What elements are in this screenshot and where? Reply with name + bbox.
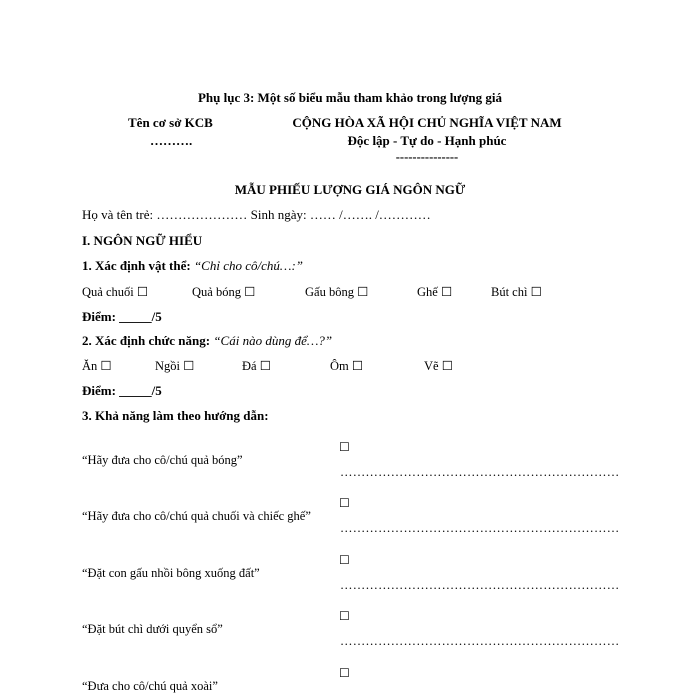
- question-1: [82, 258, 303, 274]
- q1-option[interactable]: Ghế ☐: [417, 285, 453, 299]
- q1-option[interactable]: Quả chuối ☐: [82, 285, 149, 299]
- instruction-item: “Đưa cho cô/chú quả xoài”: [82, 679, 218, 693]
- facility-label: Tên cơ sở KCB: [128, 115, 213, 130]
- instruction-checkbox[interactable]: ☐: [339, 496, 350, 510]
- q2-option[interactable]: Ôm ☐: [330, 359, 364, 373]
- instruction-checkbox[interactable]: ☐: [339, 440, 350, 454]
- question-2: [82, 333, 332, 349]
- question-prompt: “Chỉ cho cô/chú…:”: [193, 258, 304, 273]
- q2-option[interactable]: Vẽ ☐: [424, 359, 453, 373]
- form-title: MẪU PHIẾU LƯỢNG GIÁ NGÔN NGỮ: [234, 182, 466, 197]
- q2-option[interactable]: Ngồi ☐: [155, 359, 195, 373]
- question-3-label: 3. Khả năng làm theo hướng dẫn:: [82, 408, 269, 423]
- question-label: 1. Xác định vật thể:: [82, 258, 194, 273]
- instruction-item: “Đặt con gấu nhồi bông xuống đất”: [82, 566, 260, 580]
- score-line: Điểm: _____/5: [82, 383, 162, 398]
- national-motto: Độc lập - Tự do - Hạnh phúc: [347, 133, 507, 148]
- q2-option[interactable]: Đá ☐: [242, 359, 271, 373]
- q1-option[interactable]: Bút chì ☐: [491, 285, 542, 299]
- question-label: 2. Xác định chức năng:: [82, 333, 214, 348]
- answer-dots[interactable]: …………………………………………………………: [340, 578, 620, 592]
- instruction-checkbox[interactable]: ☐: [339, 666, 350, 680]
- country-name: CỘNG HÒA XÃ HỘI CHỦ NGHĨA VIỆT NAM: [292, 115, 562, 130]
- question-prompt: “Cái nào dùng để…?”: [213, 333, 333, 348]
- q2-option[interactable]: Ăn ☐: [82, 359, 112, 373]
- answer-dots[interactable]: …………………………………………………………: [340, 521, 620, 535]
- instruction-checkbox[interactable]: ☐: [339, 553, 350, 567]
- answer-dots[interactable]: …………………………………………………………: [340, 465, 620, 479]
- motto-rule: ---------------: [395, 150, 459, 164]
- instruction-item: “Hãy đưa cho cô/chú quả chuối và chiếc ghế”: [82, 509, 311, 523]
- patient-info-line: Họ và tên trẻ: ………………… Sinh ngày: …… /……. /…………: [82, 207, 431, 222]
- appendix-title: Phụ lục 3: Một số biểu mẫu tham khảo trong lượng giá: [197, 90, 503, 105]
- facility-dots: ……….: [150, 133, 193, 148]
- q1-option[interactable]: Quả bóng ☐: [192, 285, 256, 299]
- answer-dots[interactable]: …………………………………………………………: [340, 634, 620, 648]
- score-line: Điểm: _____/5: [82, 309, 162, 324]
- instruction-item: “Hãy đưa cho cô/chú quả bóng”: [82, 453, 243, 467]
- section-title: I. NGÔN NGỮ HIỂU: [82, 233, 203, 248]
- instruction-checkbox[interactable]: ☐: [339, 609, 350, 623]
- instruction-item: “Đặt bút chì dưới quyển sổ”: [82, 622, 223, 636]
- q1-option[interactable]: Gấu bông ☐: [305, 285, 369, 299]
